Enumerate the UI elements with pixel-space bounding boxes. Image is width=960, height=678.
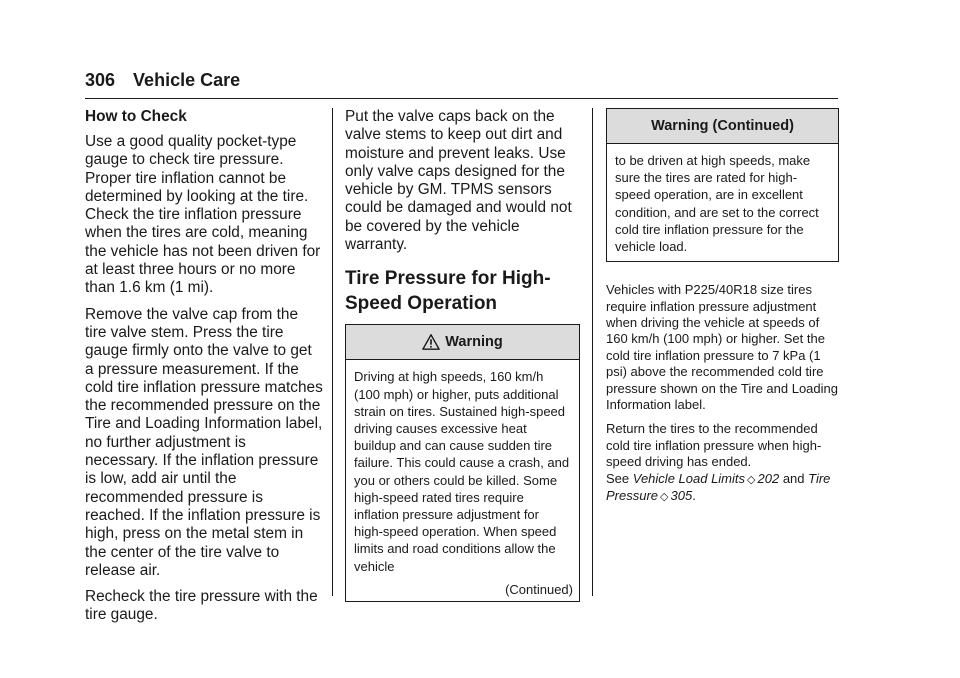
page-ref-305[interactable]: 305 xyxy=(670,488,693,504)
page-header xyxy=(85,70,240,91)
page-ref-202[interactable]: 202 xyxy=(757,470,780,486)
warning-text: to be driven at high speeds, make sure the tires are rated for high-speed operation, are in excellent condition, and are set to the correct cold tire inflation pressure for the vehicle load. xyxy=(615,153,819,255)
warning-title: Warning xyxy=(445,334,503,351)
tire-pressure-link[interactable]: Tire Pressure xyxy=(606,470,831,504)
see-prefix: See xyxy=(606,470,630,486)
paragraph: Use a good quality pocket-type gauge to check tire pressure. Proper tire inflation cannot be determined by looking at the tire. Check the tire inflation pressure when the tires are cold, meaning the vehicle has not been driven for at least three hours or no more than 1.6 km (1 mi). xyxy=(85,133,321,297)
chapter-title: Vehicle Care xyxy=(133,70,241,90)
warning-title-bar xyxy=(346,325,579,360)
how-to-check-heading: How to Check xyxy=(85,108,187,125)
column-3 xyxy=(606,108,839,506)
warning-title-bar xyxy=(607,109,838,144)
column-divider-1 xyxy=(332,108,333,596)
paragraph: Put the valve caps back on the valve stems to keep out dirt and moisture and prevent leaks. Use only valve caps designed for the vehicle by GM. TPMS sensors could be damaged and would not be covered by the vehicle warranty. xyxy=(345,108,572,254)
warning-triangle-icon xyxy=(422,333,440,351)
paragraph: Recheck the tire pressure with the tire gauge. xyxy=(85,588,318,624)
column-2 xyxy=(345,108,580,602)
page-ref-arrow-icon: ◇ xyxy=(660,491,669,504)
warning-text: Driving at high speeds, 160 km/h (100 mph) or higher, puts additional strain on tires. Sustained high-speed driving causes excessive heat buildup and can cause sudden tire failure. This could cause a crash, and you or others could be killed. Some high-speed rated tires require inflation pressure adjustment for high-speed operation. When speed limits and road conditions allow the vehicle xyxy=(354,369,570,574)
period: . xyxy=(692,488,696,504)
section-title: Tire Pressure for High-Speed Operation xyxy=(345,268,551,315)
vehicle-load-limits-link[interactable]: Vehicle Load Limits xyxy=(632,470,746,486)
see-references xyxy=(606,471,839,506)
continued-label: (Continued) xyxy=(505,581,573,597)
page-ref-arrow-icon: ◇ xyxy=(747,473,756,486)
column-divider-2 xyxy=(592,108,593,596)
paragraph: Return the tires to the recommended cold tire inflation pressure when high-speed driving has ended. xyxy=(606,421,822,470)
page-number: 306 xyxy=(85,70,116,90)
paragraph: Remove the valve cap from the tire valve stem. Press the tire gauge firmly onto the valve to get a pressure measurement. If the cold tire inflation pressure matches the recommended pressure on the Tire and Loading Information label, no further adjustment is necessary. If the inflation pressure is low, add air until the recommended pressure is reached. If the inflation pressure is high, press on the metal stem in the center of the tire valve to release air. xyxy=(85,305,323,579)
warning-box-continued xyxy=(606,108,839,262)
header-rule xyxy=(85,98,838,99)
warning-title: Warning (Continued) xyxy=(651,118,794,134)
and-text: and xyxy=(782,470,805,486)
warning-box xyxy=(345,324,580,601)
column-1 xyxy=(85,108,323,625)
paragraph: Vehicles with P225/40R18 size tires require inflation pressure adjustment when driving the vehicle at speeds of 160 km/h (100 mph) or higher. Set the cold tire inflation pressure to 7 kPa (1 psi) above the recommended cold tire pressure shown on the Tire and Loading Information label. xyxy=(606,282,838,413)
